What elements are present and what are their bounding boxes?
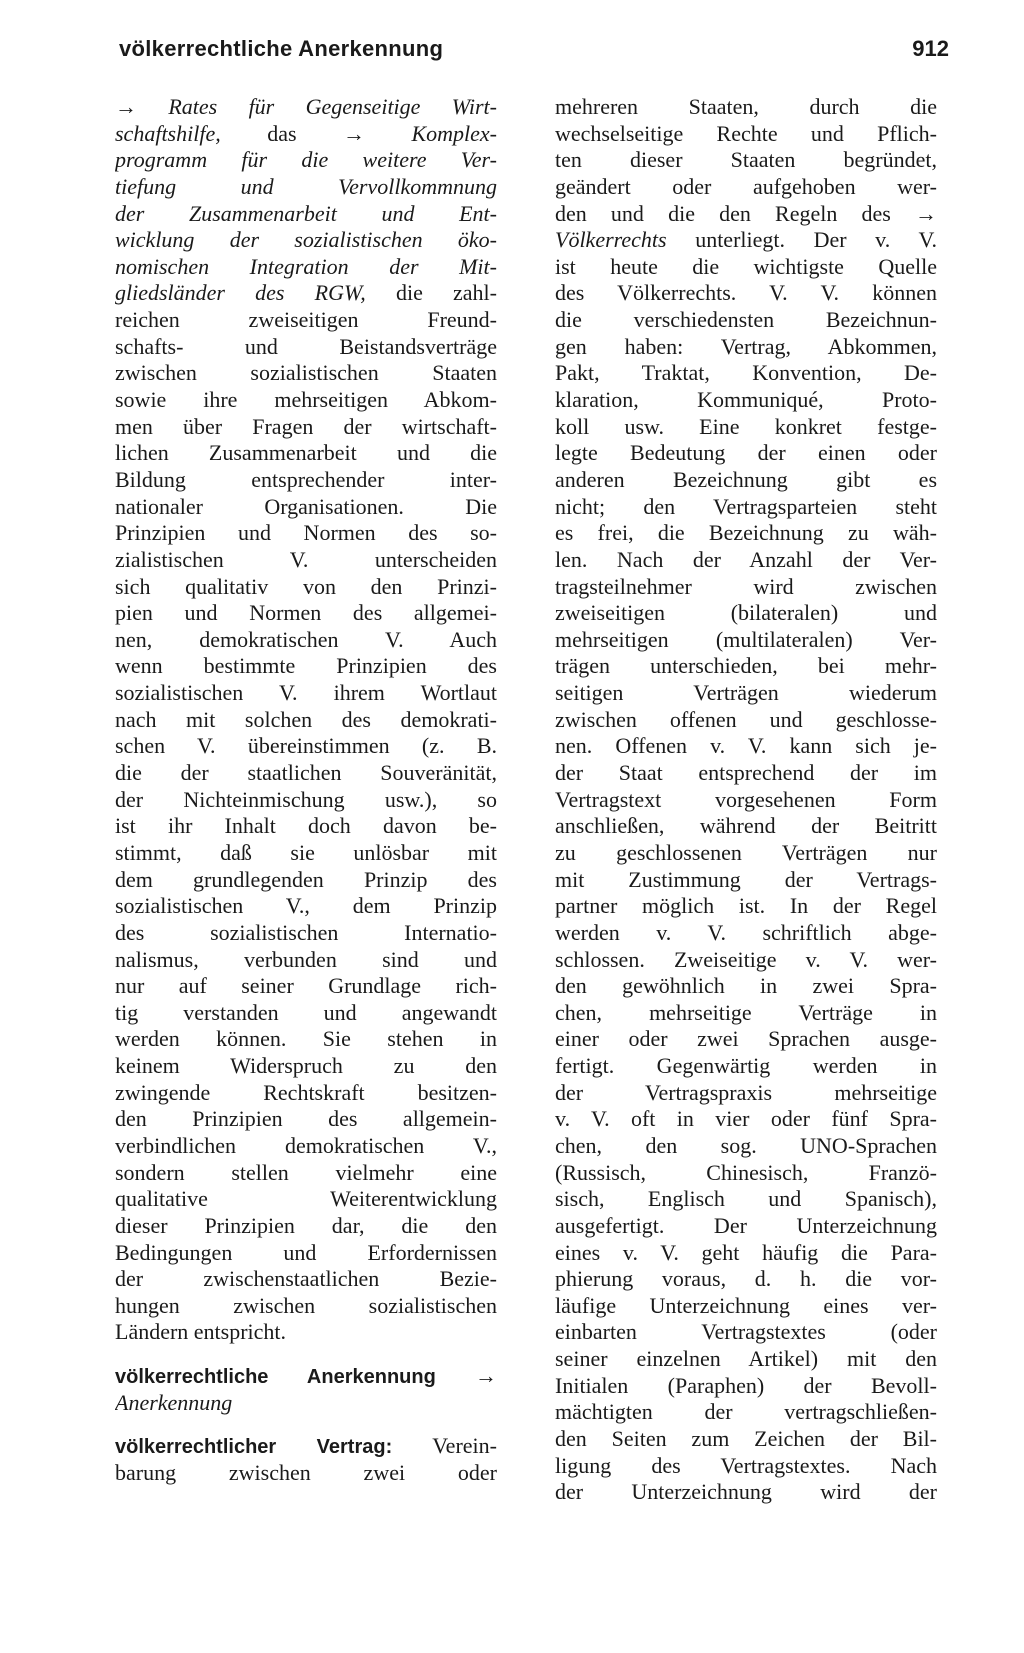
text-line [555, 680, 937, 707]
text-line [115, 280, 497, 307]
text-line [115, 494, 497, 521]
text-segment: fertigt. Gegenwärtig werden in [555, 1053, 937, 1079]
text-segment: sich qualitativ von den Prinzi- [115, 573, 497, 599]
text-line [115, 707, 497, 734]
text-line [555, 760, 937, 787]
text-line [555, 360, 937, 387]
text-segment: koll usw. Eine konkret festge- [555, 413, 937, 439]
text-segment: (Russisch, Chinesisch, Franzö- [555, 1159, 937, 1185]
text-line [115, 440, 497, 467]
text-segment: sowie ihre mehrseitigen Abkom- [115, 387, 497, 413]
text-segment: mehrseitigen (multilateralen) Ver- [555, 626, 937, 652]
text-segment: zwingende Rechtskraft besitzen- [115, 1079, 497, 1105]
text-segment: des Völkerrechts. V. V. können [555, 280, 937, 306]
text-segment: schafts- und Beistandsverträge [115, 333, 497, 359]
text-segment: stimmt, daß sie unlösbar mit [115, 839, 497, 865]
text-segment: Pakt, Traktat, Konvention, De- [555, 360, 937, 386]
text-line [555, 973, 937, 1000]
text-line [555, 1080, 937, 1107]
text-line [115, 1026, 497, 1053]
text-segment: sondern stellen vielmehr eine [115, 1159, 497, 1185]
text-line [115, 121, 497, 148]
text-segment: phierung voraus, d. h. die vor- [555, 1266, 937, 1292]
text-line [115, 867, 497, 894]
text-segment: ist heute die wichtigste Quelle [555, 253, 937, 279]
text-segment: Prinzipien und Normen des so- [115, 520, 497, 546]
text-line [555, 920, 937, 947]
text-line [115, 307, 497, 334]
text-line [555, 1133, 937, 1160]
text-line [115, 920, 497, 947]
text-line [555, 280, 937, 307]
text-segment: programm für die weitere Ver- [115, 147, 497, 173]
text-line [555, 94, 937, 121]
entry-anerkennung-target-line [115, 1390, 497, 1417]
text-line [115, 201, 497, 228]
text-segment: nur auf seiner Grundlage rich- [115, 973, 497, 999]
text-segment: Ländern entspricht. [115, 1319, 287, 1345]
text-segment: klaration, Kommuniqué, Proto- [555, 387, 937, 413]
text-line [115, 227, 497, 254]
text-segment: mehreren Staaten, durch die [555, 94, 937, 119]
left-column [115, 94, 497, 1487]
text-segment: len. Nach der Anzahl der Ver- [555, 546, 937, 572]
text-segment: das [220, 120, 343, 146]
text-line [115, 733, 497, 760]
text-segment: die der staatlichen Souveränität, [115, 760, 497, 786]
text-segment: schaftshilfe, [115, 120, 221, 146]
text-line [115, 414, 497, 441]
entry-vertrag-line: barung zwischen zwei oder [115, 1460, 497, 1486]
text-line [555, 1186, 937, 1213]
text-segment: ten dieser Staaten begründet, [555, 147, 937, 173]
text-line [555, 121, 937, 148]
text-line [555, 574, 937, 601]
text-line [555, 1426, 937, 1453]
entry-anerkennung-target: Anerkennung [115, 1389, 233, 1415]
text-line [555, 733, 937, 760]
text-line [115, 547, 497, 574]
entry-vertrag-text: Verein- [392, 1433, 497, 1459]
text-segment: zu geschlossenen Verträgen nur [555, 839, 937, 865]
text-line [115, 787, 497, 814]
text-line [555, 1319, 937, 1346]
text-line [115, 147, 497, 174]
text-line [555, 307, 937, 334]
text-segment: trägen unterschieden, bei mehr- [555, 653, 937, 679]
text-line [115, 334, 497, 361]
text-line [115, 174, 497, 201]
text-segment: schlossen. Zweiseitige v. V. wer- [555, 946, 937, 972]
entry-vertrag-headline [115, 1433, 497, 1460]
text-segment: tiefung und Vervollkommnung [115, 173, 497, 199]
text-line [555, 1240, 937, 1267]
text-line [555, 1053, 937, 1080]
text-segment: geändert oder aufgehoben wer- [555, 173, 937, 199]
text-line [115, 627, 497, 654]
text-line [115, 1160, 497, 1187]
text-segment: zialistischen V. unterscheiden [115, 546, 497, 572]
text-line [555, 600, 937, 627]
text-segment: tragsteilnehmer wird zwischen [555, 573, 937, 599]
text-segment: anschließen, während der Beitritt [555, 813, 937, 839]
text-line [555, 893, 937, 920]
text-line [555, 387, 937, 414]
text-segment: Vertragstext vorgesehenen Form [555, 786, 937, 812]
text-line [555, 653, 937, 680]
text-segment: der zwischenstaatlichen Bezie- [115, 1266, 497, 1292]
text-segment: Bedingungen und Erfordernissen [115, 1239, 497, 1265]
text-line [115, 574, 497, 601]
text-segment: des sozialistischen Internatio- [115, 919, 497, 945]
text-line [555, 1453, 937, 1480]
text-line [115, 1080, 497, 1107]
text-segment: den Seiten zum Zeichen der Bil- [555, 1426, 937, 1452]
left-column-text [115, 94, 497, 1346]
text-line [115, 653, 497, 680]
text-line [115, 387, 497, 414]
text-segment: zweiseitigen (bilateralen) und [555, 600, 937, 626]
text-line [555, 1373, 937, 1400]
text-line [555, 1399, 937, 1426]
text-segment: ausgefertigt. Der Unterzeichnung [555, 1212, 937, 1238]
text-segment: dieser Prinzipien dar, die den [115, 1212, 497, 1238]
text-segment: seitigen Verträgen wiederum [555, 680, 937, 706]
text-line [555, 440, 937, 467]
text-line [115, 680, 497, 707]
text-segment: läufige Unterzeichnung eines ver- [555, 1292, 937, 1318]
text-line [555, 414, 937, 441]
text-line [555, 201, 937, 228]
running-head: völkerrechtliche Anerkennung [119, 36, 444, 61]
text-line [115, 1186, 497, 1213]
text-line [555, 1293, 937, 1320]
text-line [555, 1026, 937, 1053]
text-segment: nen, demokratischen V. Auch [115, 626, 497, 652]
text-line [115, 973, 497, 1000]
text-segment: es frei, die Bezeichnung zu wäh- [555, 520, 937, 546]
text-segment: einer oder zwei Sprachen ausge- [555, 1026, 937, 1052]
text-segment: ist ihr Inhalt doch davon be- [115, 813, 497, 839]
text-segment: sisch, Englisch und Spanisch), [555, 1186, 937, 1212]
text-segment: nalismus, verbunden sind und [115, 946, 497, 972]
text-segment: den Prinzipien des allgemein- [115, 1106, 497, 1132]
text-line [115, 254, 497, 281]
text-segment: Bildung entsprechender inter- [115, 466, 497, 492]
text-line [115, 760, 497, 787]
text-segment: wechselseitige Rechte und Pflich- [555, 120, 937, 146]
text-segment: anderen Bezeichnung gibt es [555, 466, 937, 492]
text-line [115, 1213, 497, 1240]
text-segment: werden können. Sie stehen in [115, 1026, 497, 1052]
text-segment: nicht; den Vertragsparteien steht [555, 493, 937, 519]
text-segment: chen, mehrseitige Verträge in [555, 999, 937, 1025]
text-segment: wicklung der sozialistischen öko- [115, 227, 497, 253]
text-segment: nationaler Organisationen. Die [115, 493, 497, 519]
text-segment: v. V. oft in vier oder fünf Spra- [555, 1106, 937, 1132]
text-line [115, 1266, 497, 1293]
text-line [115, 1053, 497, 1080]
text-line [555, 520, 937, 547]
text-segment: → Rates für Gegenseitige Wirt- [115, 94, 497, 119]
text-segment: tig verstanden und angewandt [115, 999, 497, 1025]
text-segment: zwischen sozialistischen Staaten [115, 360, 497, 386]
text-segment: den gewöhnlich in zwei Spra- [555, 973, 937, 999]
text-segment: die verschiedensten Bezeichnun- [555, 307, 937, 333]
text-line [555, 227, 937, 254]
entry-spacer [115, 1416, 497, 1433]
text-line [555, 254, 937, 281]
text-line [115, 520, 497, 547]
text-segment: men über Fragen der wirtschaft- [115, 413, 497, 439]
text-segment: einbarten Vertragstextes (oder [555, 1319, 937, 1345]
cross-reference-arrow: → [475, 1363, 497, 1389]
entry-vertrag-headword: völkerrechtlicher Vertrag: [115, 1436, 393, 1459]
text-line [555, 813, 937, 840]
text-line [555, 1479, 937, 1506]
text-line [555, 494, 937, 521]
text-segment: werden v. V. schriftlich abge- [555, 919, 937, 945]
text-line [555, 867, 937, 894]
text-segment: wenn bestimmte Prinzipien des [115, 653, 497, 679]
text-line [115, 94, 497, 121]
text-line [115, 947, 497, 974]
text-segment: → Komplex- [343, 120, 497, 146]
text-line [555, 840, 937, 867]
text-line [115, 360, 497, 387]
text-segment: sozialistischen V. ihrem Wortlaut [115, 680, 497, 706]
text-segment: partner möglich ist. In der Regel [555, 893, 937, 919]
text-line [555, 174, 937, 201]
text-segment: nach mit solchen des demokrati- [115, 706, 497, 732]
text-line [555, 547, 937, 574]
text-segment: zwischen offenen und geschlosse- [555, 706, 937, 732]
text-segment: Initialen (Paraphen) der Bevoll- [555, 1372, 937, 1398]
text-segment: mächtigten der vertragschließen- [555, 1399, 937, 1425]
page-number: 912 [912, 36, 949, 61]
text-segment: legte Bedeutung der einen oder [555, 440, 937, 466]
text-segment: schen V. übereinstimmen (z. B. [115, 733, 497, 759]
text-line [115, 1240, 497, 1267]
text-line [555, 147, 937, 174]
text-segment: unterliegt. Der v. V. [666, 227, 937, 253]
text-segment: gen haben: Vertrag, Abkommen, [555, 333, 937, 359]
text-line [115, 467, 497, 494]
text-segment: der Vertragspraxis mehrseitige [555, 1079, 937, 1105]
entry-anerkennung-headword: völkerrechtliche Anerkennung [115, 1366, 436, 1389]
text-segment: verbindlichen demokratischen V., [115, 1132, 497, 1158]
text-line [555, 1106, 937, 1133]
text-line [115, 1106, 497, 1133]
text-segment: qualitative Weiterentwicklung [115, 1186, 497, 1212]
text-line [555, 334, 937, 361]
text-line [555, 787, 937, 814]
text-line [115, 893, 497, 920]
text-line [115, 813, 497, 840]
right-column-text [555, 94, 937, 1506]
entry-anerkennung-headline [115, 1363, 497, 1390]
text-segment: seiner einzelnen Artikel) mit den [555, 1346, 937, 1372]
text-segment: der Unterzeichnung wird der [555, 1479, 937, 1505]
text-segment: mit Zustimmung der Vertrags- [555, 866, 937, 892]
text-segment: ligung des Vertragstextes. Nach [555, 1452, 937, 1478]
text-segment: nomischen Integration der Mit- [115, 253, 497, 279]
text-segment: sozialistischen V., dem Prinzip [115, 893, 497, 919]
text-line [555, 947, 937, 974]
text-line [555, 1213, 937, 1240]
text-line [115, 1293, 497, 1320]
text-line [555, 707, 937, 734]
text-line [115, 1133, 497, 1160]
text-line [555, 627, 937, 654]
text-line [115, 1319, 497, 1346]
text-line [555, 1000, 937, 1027]
text-line [555, 1346, 937, 1373]
entry-spacer [115, 1346, 497, 1363]
text-segment: Völkerrechts [555, 227, 667, 253]
text-line [115, 600, 497, 627]
text-line [555, 1266, 937, 1293]
text-line [115, 840, 497, 867]
text-segment: die zahl- [365, 280, 497, 306]
text-segment: chen, den sog. UNO-Sprachen [555, 1132, 937, 1158]
text-segment: pien und Normen des allgemei- [115, 600, 497, 626]
text-segment: reichen zweiseitigen Freund- [115, 307, 497, 333]
text-segment: nen. Offenen v. V. kann sich je- [555, 733, 937, 759]
text-segment: der Staat entsprechend der im [555, 760, 937, 786]
text-segment: gliedsländer des RGW, [115, 280, 366, 306]
text-line [115, 1000, 497, 1027]
text-segment: den und die den Regeln des → [555, 200, 937, 226]
text-segment: der Nichteinmischung usw.), so [115, 786, 497, 812]
text-segment: dem grundlegenden Prinzip des [115, 866, 497, 892]
right-column [555, 94, 937, 1506]
text-segment: hungen zwischen sozialistischen [115, 1292, 497, 1318]
text-segment: der Zusammenarbeit und Ent- [115, 200, 497, 226]
text-segment: keinem Widerspruch zu den [115, 1053, 497, 1079]
text-line [555, 1160, 937, 1187]
text-line [555, 467, 937, 494]
text-segment: eines v. V. geht häufig die Para- [555, 1239, 937, 1265]
text-segment: lichen Zusammenarbeit und die [115, 440, 497, 466]
